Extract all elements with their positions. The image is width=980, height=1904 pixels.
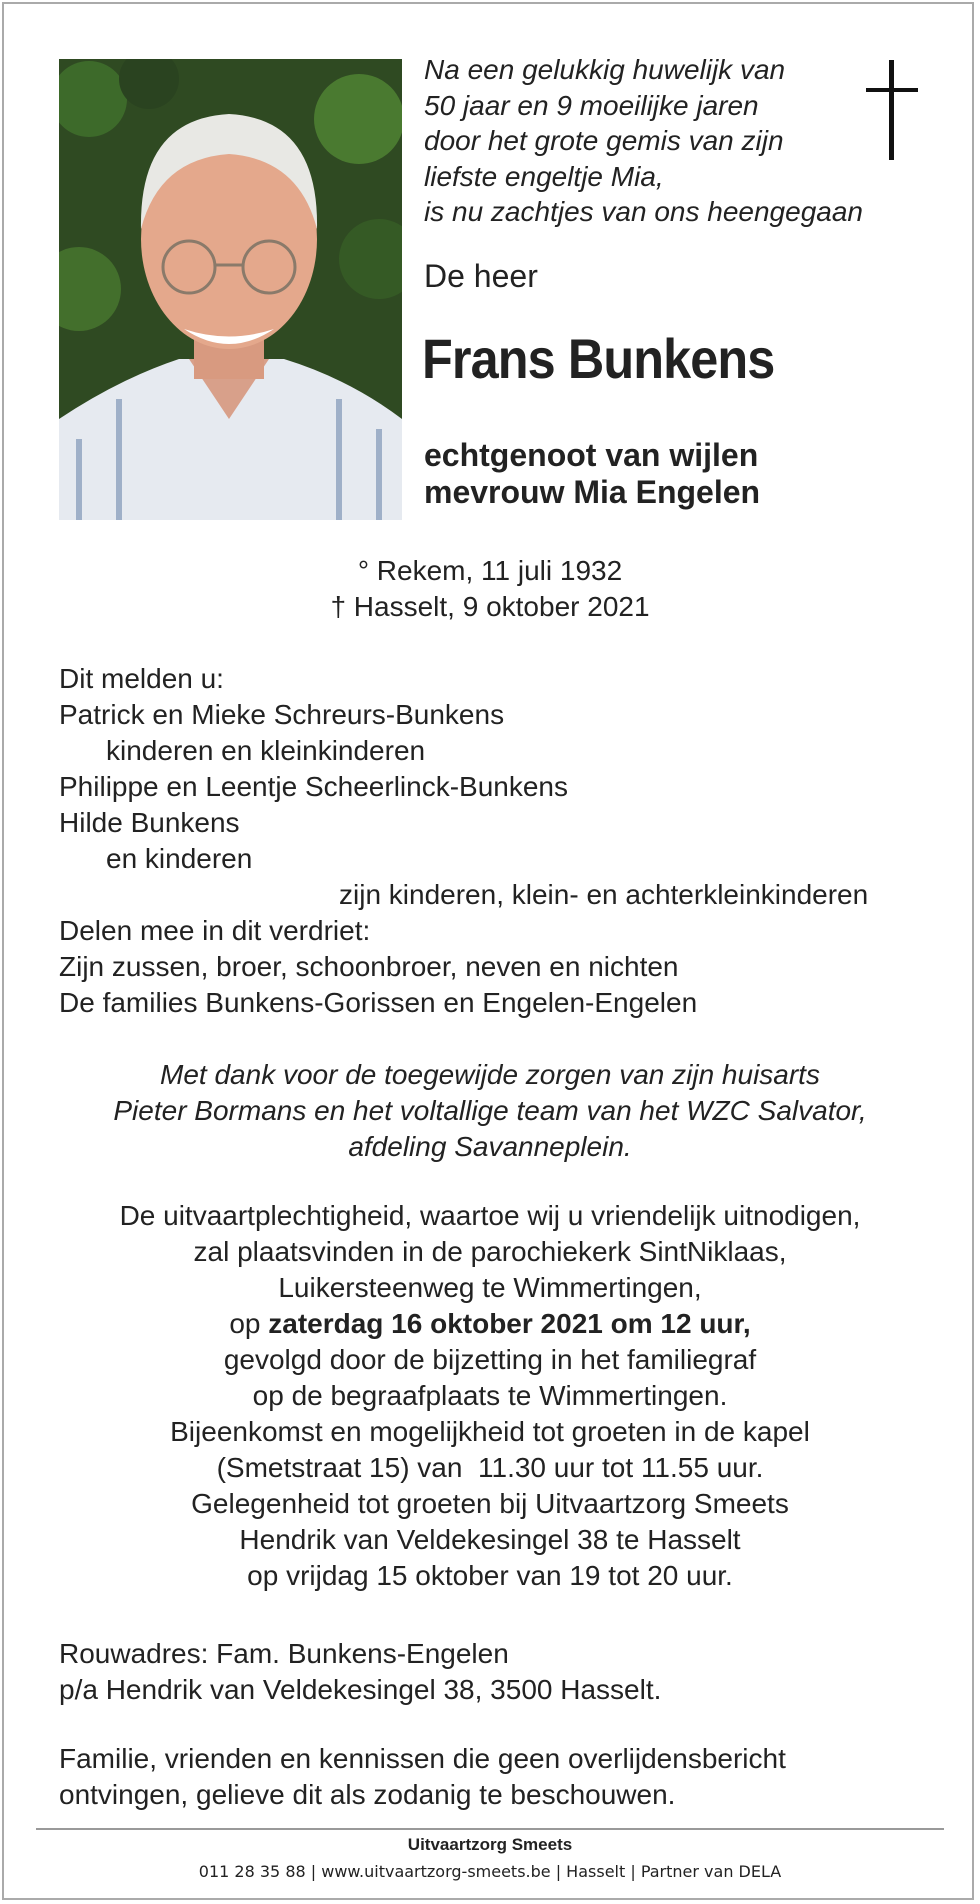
thanks-text <box>0 1057 980 1165</box>
deceased-title: De heer <box>424 258 538 294</box>
family-line: Patrick en Mieke Schreurs-Bunkens <box>59 699 505 730</box>
spouse-info <box>424 437 760 511</box>
funeral-line: Luikersteenweg te Wimmertingen, <box>278 1272 702 1303</box>
family-line: Hilde Bunkens <box>59 807 240 838</box>
death-date: † Hasselt, 9 oktober 2021 <box>330 590 650 622</box>
funeral-line: zal plaatsvinden in de parochiekerk SintNiklaas, <box>193 1236 787 1267</box>
deceased-name: Frans Bunkens <box>422 327 775 390</box>
cross-icon <box>862 60 922 160</box>
family-line: zijn kinderen, klein- en achterkleinkinderen <box>339 879 869 910</box>
intro-line: liefste engeltje Mia, <box>424 160 664 192</box>
intro-line: Na een gelukkig huwelijk van <box>424 54 786 85</box>
family-line: Zijn zussen, broer, schoonbroer, neven en nichten <box>59 951 679 982</box>
intro-line: door het grote gemis van zijn <box>424 125 784 156</box>
funeral-line: De uitvaartplechtigheid, waartoe wij u vriendelijk uitnodigen, <box>119 1200 861 1231</box>
funeral-date-line <box>0 1306 980 1342</box>
family-line: Delen mee in dit verdriet: <box>59 915 371 946</box>
thanks-line: Pieter Bormans en het voltallige team van het WZC Salvator, <box>113 1095 867 1126</box>
intro-line: 50 jaar en 9 moeilijke jaren <box>424 89 759 121</box>
funeral-line: op vrijdag 15 oktober van 19 tot 20 uur. <box>247 1560 733 1591</box>
funeral-line: Bijeenkomst en mogelijkheid tot groeten in de kapel <box>170 1416 810 1447</box>
birth-date: ° Rekem, 11 juli 1932 <box>357 555 623 586</box>
thanks-line: afdeling Savanneplein. <box>348 1131 632 1162</box>
spouse-line: echtgenoot van wijlen <box>424 437 759 473</box>
address-line: Rouwadres: Fam. Bunkens-Engelen <box>59 1638 509 1669</box>
funeral-date: zaterdag 16 oktober 2021 om 12 uur, <box>268 1308 751 1339</box>
family-line: en kinderen <box>106 843 253 874</box>
spouse-line: mevrouw Mia Engelen <box>424 474 761 510</box>
funeral-line: op de begraafplaats te Wimmertingen. <box>252 1380 728 1411</box>
note-line: Familie, vrienden en kennissen die geen overlijdensbericht <box>59 1743 786 1774</box>
address-line: p/a Hendrik van Veldekesingel 38, 3500 Hasselt. <box>59 1674 662 1705</box>
mourning-address <box>59 1636 661 1708</box>
thanks-line: Met dank voor de toegewijde zorgen van zijn huisarts <box>160 1059 820 1090</box>
life-dates <box>0 553 980 624</box>
funeral-date-prefix: op <box>229 1308 269 1339</box>
family-line: Philippe en Leentje Scheerlinck-Bunkens <box>59 771 568 802</box>
announce-intro: Dit melden u: <box>59 663 224 694</box>
funeral-details <box>0 1198 980 1594</box>
intro-line: is nu zachtjes van ons heengegaan <box>424 196 863 227</box>
funeral-line: Hendrik van Veldekesingel 38 te Hasselt <box>239 1524 741 1555</box>
funeral-line: gevolgd door de bijzetting in het familiegraf <box>223 1344 757 1375</box>
note-line: ontvingen, gelieve dit als zodanig te beschouwen. <box>59 1779 676 1810</box>
closing-note <box>59 1741 786 1813</box>
announcement-list <box>59 661 939 1021</box>
funeral-home-name: Uitvaartzorg Smeets <box>407 1835 573 1854</box>
portrait-photo <box>59 59 402 520</box>
footer-divider <box>36 1828 944 1830</box>
funeral-home-info: 011 28 35 88 | www.uitvaartzorg-smeets.be | Hasselt | Partner van DELA <box>198 1862 782 1881</box>
funeral-line: (Smetstraat 15) van 11.30 uur tot 11.55 uur. <box>216 1452 764 1483</box>
family-line: kinderen en kleinkinderen <box>106 735 426 766</box>
family-line: De families Bunkens-Gorissen en Engelen-Engelen <box>59 987 698 1018</box>
funeral-line: Gelegenheid tot groeten bij Uitvaartzorg Smeets <box>191 1488 789 1519</box>
